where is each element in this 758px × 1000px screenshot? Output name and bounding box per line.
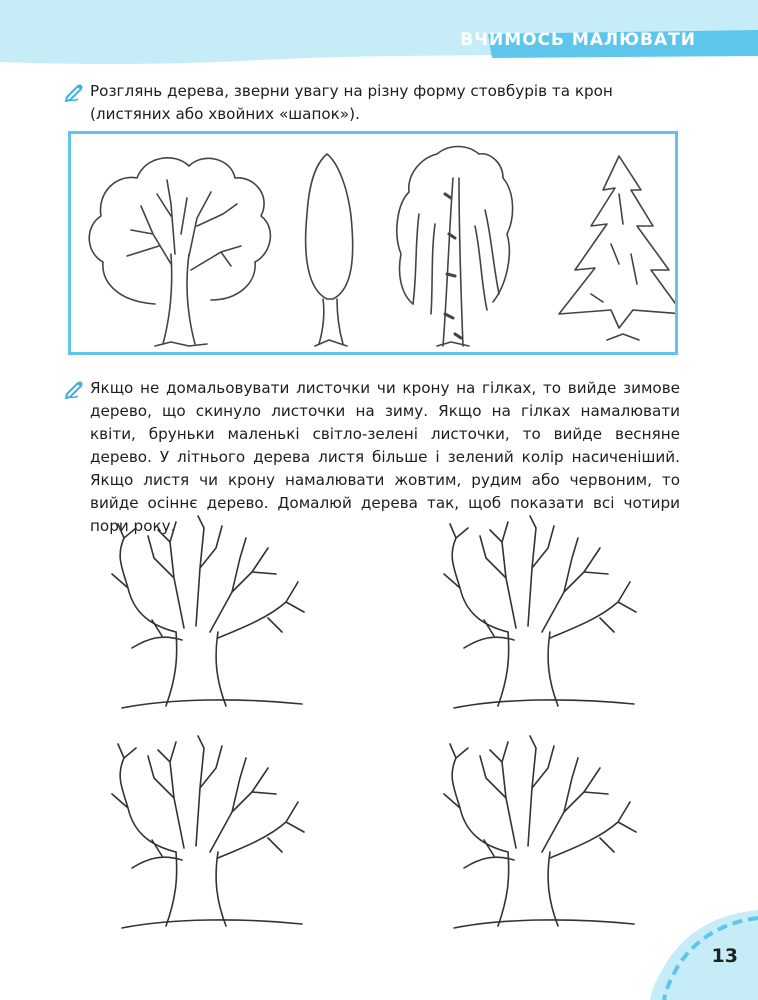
- corner-decoration: [638, 910, 758, 1000]
- bare-tree-drawing: [92, 508, 322, 713]
- task2-instruction: Якщо не домальовувати листочки чи крону на гілках, то вийде зимове дерево, що скинуло листочки на зиму. Якщо на гілках намалювати квіти, бруньки маленькі світло-зелені листочки, то вийде весняне дерево. У літнього дерева листя більше і зелений колір насиченіший. Якщо листя чи крону намалювати жовтим, рудим або червоним, то вийде осіннє дерево. Домалюй дерева так, щоб показати всі чотири пори року.: [90, 379, 680, 535]
- columnar-tree: [306, 154, 353, 346]
- bare-tree-drawing: [424, 728, 654, 933]
- tree-shapes-panel: [68, 131, 678, 355]
- birch-tree: [397, 147, 513, 347]
- pencil-icon: [64, 377, 86, 399]
- page-number: 13: [711, 945, 738, 967]
- tree-shapes-illustration: [71, 134, 675, 352]
- task1-instruction: Розглянь дерева, зверни увагу на різну форму стовбурів та крон (листяних або хвойних «шапок»).: [90, 82, 613, 123]
- section-title: ВЧИМОСЬ МАЛЮВАТИ: [460, 30, 696, 50]
- round-tree: [89, 158, 270, 346]
- page-header: [0, 0, 758, 72]
- pencil-icon: [64, 80, 86, 102]
- bare-tree-drawing: [92, 728, 322, 933]
- fir-tree: [559, 156, 675, 340]
- bare-tree-drawing: [424, 508, 654, 713]
